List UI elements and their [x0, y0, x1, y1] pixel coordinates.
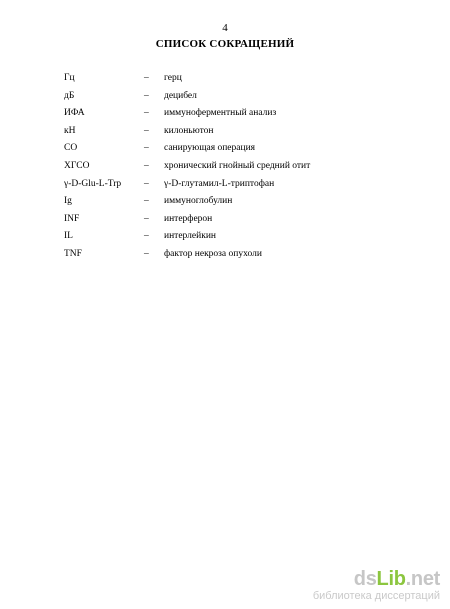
abbreviation-row	[64, 90, 394, 108]
abbreviation-definition: γ-D-глутамил-L-триптофан	[164, 178, 275, 189]
abbreviation-term: кН	[64, 125, 76, 136]
watermark-logo	[313, 568, 440, 590]
abbreviation-list	[64, 72, 394, 266]
watermark-logo-lib: Lib	[376, 568, 406, 590]
abbreviation-row	[64, 125, 394, 143]
abbreviation-row	[64, 195, 394, 213]
abbreviation-definition: иммуноглобулин	[164, 196, 233, 207]
abbreviation-row	[64, 142, 394, 160]
abbreviation-term: INF	[64, 213, 80, 224]
watermark-logo-net: .net	[405, 568, 440, 590]
abbreviation-definition: килоньютон	[164, 125, 214, 136]
abbreviation-definition: герц	[164, 73, 182, 83]
abbreviation-definition: интерлейкин	[164, 231, 216, 242]
abbreviation-row	[64, 178, 394, 196]
abbreviation-row	[64, 213, 394, 231]
abbreviation-term: Гц	[64, 73, 75, 83]
page-number: 4	[222, 22, 228, 34]
abbreviation-row	[64, 72, 394, 90]
abbreviation-dash: –	[144, 213, 149, 224]
abbreviation-term: ИФА	[64, 108, 85, 119]
abbreviation-term: IL	[64, 231, 73, 242]
abbreviation-definition: интерферон	[164, 213, 213, 224]
page-title: СПИСОК СОКРАЩЕНИЙ	[155, 38, 295, 50]
abbreviation-definition: хронический гнойный средний отит	[164, 160, 311, 171]
watermark-subtitle: библиотека диссертаций	[312, 590, 440, 602]
abbreviation-dash: –	[144, 160, 149, 171]
abbreviation-dash: –	[144, 90, 149, 101]
abbreviation-definition: иммуноферментный анализ	[164, 108, 277, 119]
abbreviation-definition: децибел	[164, 90, 197, 101]
abbreviation-term: Ig	[64, 196, 72, 207]
abbreviation-dash: –	[144, 125, 149, 136]
abbreviation-row	[64, 248, 394, 266]
abbreviation-definition: фактор некроза опухоли	[164, 248, 262, 259]
abbreviation-dash: –	[144, 196, 149, 207]
watermark-logo-ds: ds	[353, 568, 377, 590]
abbreviation-term: ХГСО	[64, 160, 90, 171]
abbreviation-dash: –	[144, 108, 149, 119]
abbreviation-definition: санирующая операция	[164, 143, 256, 154]
abbreviation-term: TNF	[64, 248, 82, 259]
abbreviation-dash: –	[144, 231, 149, 242]
watermark	[313, 568, 440, 603]
abbreviation-row	[64, 230, 394, 248]
abbreviation-row	[64, 107, 394, 125]
abbreviation-dash: –	[144, 248, 149, 259]
abbreviation-term: дБ	[64, 90, 75, 101]
abbreviation-dash: –	[144, 73, 149, 83]
abbreviation-term: γ-D-Glu-L-Trp	[64, 178, 122, 189]
abbreviation-dash: –	[144, 143, 149, 154]
abbreviation-dash: –	[144, 178, 149, 189]
abbreviation-row	[64, 160, 394, 178]
abbreviation-term: СО	[64, 143, 78, 154]
